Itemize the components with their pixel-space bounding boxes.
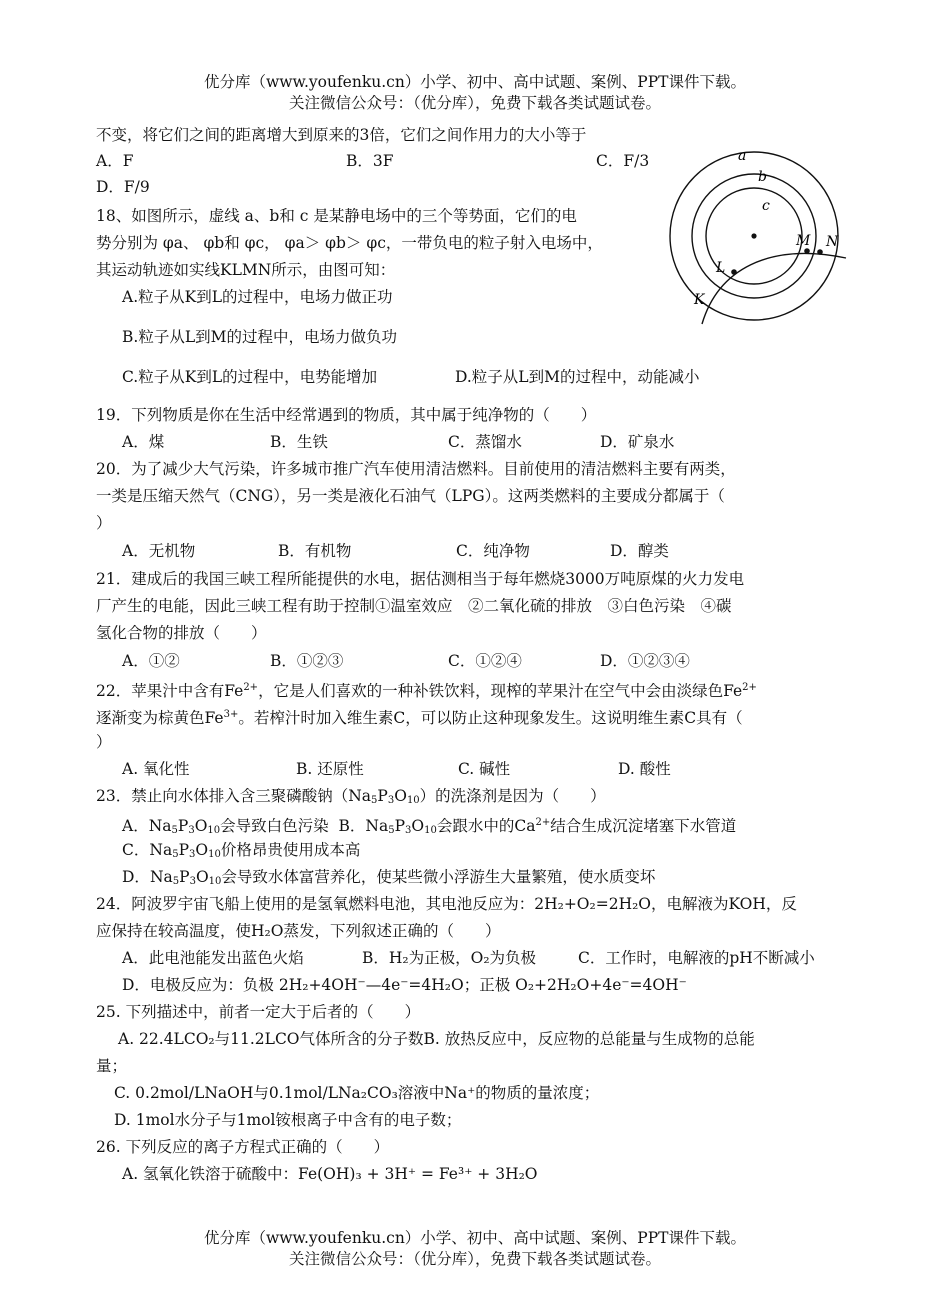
q23-stem	[96, 785, 606, 812]
q22-option-b: B. 还原性	[296, 760, 364, 778]
q19-option-d: D．矿泉水	[600, 433, 675, 451]
q23-d-label: D．	[122, 868, 150, 886]
q17-stem: 不变，将它们之间的距离增大到原来的3倍，它们之间作用力的大小等于	[96, 126, 587, 144]
q20-option-b: B．有机物	[278, 542, 352, 560]
q22-line-2b: 。若榨汁时加入维生素C，可以防止这种现象发生。这说明维生素C具有（	[238, 709, 743, 727]
q22-line-2	[96, 704, 743, 729]
q21-line-2: 厂产生的电能，因此三峡工程有助于控制①温室效应 ②二氧化硫的排放 ③白色污染 ④碳	[96, 597, 732, 615]
p: P	[394, 817, 406, 835]
label-a: a	[738, 148, 747, 164]
q22-line-1b: ，它是人们喜欢的一种补铁饮料，现榨的苹果汁在空气中会由淡绿色Fe	[258, 682, 743, 700]
q21-line-1: 21．建成后的我国三峡工程所能提供的水电，据估测相当于每年燃烧3000万吨原煤的火力发电	[96, 570, 745, 588]
o: O	[195, 841, 209, 859]
sub: 3	[189, 849, 196, 860]
q24-line-2: 应保持在较高温度，使H₂O蒸发，下列叙述正确的（ ）	[96, 922, 501, 940]
sub: 5	[171, 825, 178, 836]
q22-option-d: D. 酸性	[618, 760, 671, 778]
q23-c-label: C．	[122, 841, 150, 859]
o: O	[195, 868, 209, 886]
q21-option-c: C．①②④	[448, 652, 522, 670]
header-line-2: 关注微信公众号：（优分库），免费下载各类试题试卷。	[288, 94, 661, 112]
q19-stem: 19．下列物质是你在生活中经常遇到的物质，其中属于纯净物的（ ）	[96, 406, 597, 424]
q18-option-a: A.粒子从K到L的过程中，电场力做正功	[122, 288, 393, 306]
q23-option-c	[122, 839, 360, 866]
sub: 3	[189, 876, 196, 887]
o: O	[194, 817, 208, 835]
sub: 10	[424, 825, 437, 836]
q17-option-d: D．F/9	[96, 178, 150, 196]
q22-sup-2plus-b: 2+	[742, 682, 757, 693]
q17-option-a: A．F	[96, 152, 134, 170]
sub: 3	[387, 795, 395, 806]
footer-line-2: 关注微信公众号：（优分库），免费下载各类试题试卷。	[288, 1250, 661, 1268]
q23-stem-b: ）的洗涤剂是因为（ ）	[419, 787, 606, 805]
q23-stem-a: 23．禁止向水体排入含三聚磷酸钠（Na	[96, 787, 372, 805]
sup: 2+	[535, 817, 551, 828]
q25-stem: 25. 下列描述中，前者一定大于后者的（ ）	[96, 1003, 421, 1021]
q21-option-b: B．①②③	[270, 652, 344, 670]
q18-line-2: 势分别为 φa、 φb和 φc， φa＞ φb＞ φc，一带负电的粒子射入电场中，	[96, 234, 603, 252]
header-line-1: 优分库（www.youfenku.cn）小学、初中、高中试题、案例、PPT课件下载。	[203, 73, 747, 91]
point-n	[817, 249, 823, 255]
q25-options-ab: A. 22.4LCO₂与11.2LCO气体所含的分子数B. 放热反应中，反应物的总能量与生成物的总能	[118, 1030, 755, 1048]
q19-option-b: B．生铁	[270, 433, 328, 451]
na: Na	[365, 817, 389, 835]
q25-option-c: C. 0.2mol/LNaOH与0.1mol/LNa₂CO₃溶液中Na⁺的物质的量浓度；	[114, 1084, 600, 1102]
q24-option-c: C．工作时，电解液的pH不断减小	[578, 949, 815, 967]
na: Na	[149, 868, 173, 886]
label-m: M	[796, 233, 811, 249]
q23-option-b-a: 会跟水中的Ca	[436, 817, 536, 835]
q21-line-3: 氢化合物的排放（ ）	[96, 624, 267, 642]
p: P	[377, 787, 388, 805]
q23-option-c-text: 价格昂贵使用成本高	[220, 841, 361, 859]
sub: 3	[188, 825, 195, 836]
q24-line-1: 24．阿波罗宇宙飞船上使用的是氢氧燃料电池，其电池反应为：2H₂+O₂=2H₂O，电解液为KOH，反	[96, 895, 797, 913]
point-m	[804, 248, 810, 254]
q18-option-c: C.粒子从K到L的过程中，电势能增加	[122, 368, 378, 386]
q23-a-label: A．	[122, 817, 149, 835]
q18-option-b: B.粒子从L到M的过程中，电场力做负功	[122, 328, 397, 346]
q23-b-label: B．	[338, 817, 366, 835]
q25-options-ab-cont: 量；	[96, 1057, 128, 1075]
q18-line-1: 18、如图所示，虚线 a、b和 c 是某静电场中的三个等势面，它们的电	[96, 207, 577, 225]
q17-option-b: B．3F	[346, 152, 394, 170]
sub: 5	[388, 825, 395, 836]
sub: 5	[371, 795, 378, 806]
q23-option-d	[122, 866, 655, 893]
p: P	[177, 817, 189, 835]
q24-option-b: B．H₂为正极，O₂为负极	[362, 949, 537, 967]
p: P	[178, 841, 189, 859]
q22-option-c: C. 碱性	[458, 760, 511, 778]
sub: 10	[406, 795, 420, 806]
na: Na	[149, 841, 173, 859]
sub: 5	[172, 849, 179, 860]
sub: 10	[207, 825, 221, 836]
center-point	[751, 233, 756, 238]
footer-line-1: 优分库（www.youfenku.cn）小学、初中、高中试题、案例、PPT课件下载。	[203, 1229, 747, 1247]
q17-option-c: C．F/3	[596, 152, 650, 170]
q22-line-3: ）	[96, 733, 112, 751]
q20-line-1: 20．为了减少大气污染，许多城市推广汽车使用清洁燃料。目前使用的清洁燃料主要有两类，	[96, 460, 736, 478]
q19-option-a: A．煤	[122, 433, 165, 451]
q21-option-d: D．①②③④	[600, 652, 690, 670]
q21-option-a: A．①②	[122, 652, 180, 670]
q20-option-d: D．醇类	[610, 542, 669, 560]
na: Na	[148, 817, 172, 835]
q22-sup-3plus: 3+	[223, 709, 239, 720]
label-c: c	[762, 198, 770, 214]
q24-option-a: A．此电池能发出蓝色火焰	[122, 949, 304, 967]
q22-line-1	[96, 677, 757, 702]
label-l: L	[716, 260, 726, 276]
q20-option-a: A．无机物	[122, 542, 196, 560]
q23-option-d-text: 会导致水体富营养化，使某些微小浮游生大量繁殖，使水质变坏	[221, 868, 656, 886]
q20-line-2: 一类是压缩天然气（CNG），另一类是液化石油气（LPG）。这两类燃料的主要成分都属于（	[96, 487, 725, 505]
o: O	[394, 787, 407, 805]
q26-option-a: A. 氢氧化铁溶于硫酸中：Fe(OH)₃ + 3H⁺ = Fe³⁺ + 3H₂O	[122, 1165, 538, 1183]
q22-line-2a: 逐渐变为棕黄色Fe	[96, 709, 224, 727]
label-k: K	[694, 292, 705, 308]
sub: 3	[405, 825, 412, 836]
q22-line-1a: 22．苹果汁中含有Fe	[96, 682, 244, 700]
q19-option-c: C．蒸馏水	[448, 433, 522, 451]
p: P	[179, 868, 190, 886]
page-header	[0, 72, 950, 114]
q25-option-d: D. 1mol水分子与1mol铵根离子中含有的电子数；	[114, 1111, 462, 1129]
sub: 10	[208, 849, 221, 860]
q23-options-ab	[122, 812, 736, 842]
q18-line-3: 其运动轨迹如实线KLMN所示，由图可知：	[96, 261, 396, 279]
equipotential-figure	[668, 142, 858, 332]
label-n: N	[826, 234, 839, 250]
q23-option-a-text: 会导致白色污染	[220, 817, 329, 835]
q22-option-a: A. 氧化性	[122, 760, 190, 778]
sub: 10	[208, 876, 222, 887]
point-l	[731, 269, 737, 275]
q20-option-c: C．纯净物	[456, 542, 530, 560]
label-b: b	[758, 169, 767, 185]
o: O	[411, 817, 425, 835]
q26-stem: 26. 下列反应的离子方程式正确的（ ）	[96, 1138, 390, 1156]
sub: 5	[172, 876, 180, 887]
page-footer	[0, 1228, 950, 1270]
q23-option-b-b: 结合生成沉淀堵塞下水管道	[550, 817, 737, 835]
q22-sup-2plus: 2+	[243, 682, 259, 693]
q24-option-d: D．电极反应为：负极 2H₂+4OH⁻—4e⁻=4H₂O；正极 O₂+2H₂O+4e⁻=4OH⁻	[122, 976, 687, 994]
q20-line-3: ）	[96, 514, 112, 532]
q18-option-d: D.粒子从L到M的过程中，动能减小	[455, 368, 700, 386]
